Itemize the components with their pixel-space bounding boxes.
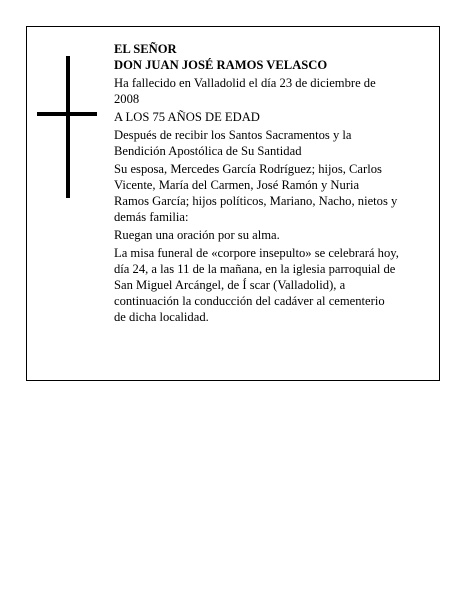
funeral-details — [114, 245, 424, 325]
funeral-line: día 24, a las 11 de la mañana, en la iglesia parroquial de — [114, 262, 396, 276]
family-statement — [114, 161, 424, 225]
family-line: Ramos García; hijos políticos, Mariano, Nacho, nietos y — [114, 194, 398, 208]
age-statement — [114, 109, 424, 125]
sacraments-line: Después de recibir los Santos Sacramentos y la — [114, 128, 352, 142]
obituary-notice — [26, 26, 440, 381]
funeral-line: La misa funeral de «corpore insepulto» se celebrará hoy, — [114, 246, 399, 260]
cross-horizontal-bar — [37, 112, 97, 116]
sacraments-line: Bendición Apostólica de Su Santidad — [114, 144, 302, 158]
sacraments-statement — [114, 127, 424, 159]
age-line: A LOS 75 AÑOS DE EDAD — [114, 110, 260, 124]
death-line: 2008 — [114, 92, 140, 106]
title-block — [114, 41, 424, 73]
prayer-request — [114, 227, 424, 243]
death-line: Ha fallecido en Valladolid el día 23 de diciembre de — [114, 76, 376, 90]
funeral-line: continuación la conducción del cadáver al cementerio — [114, 294, 385, 308]
prayer-line: Ruegan una oración por su alma. — [114, 228, 280, 242]
family-line: Vicente, María del Carmen, José Ramón y Nuria — [114, 178, 360, 192]
deceased-name: DON JUAN JOSÉ RAMOS VELASCO — [114, 58, 328, 72]
death-statement — [114, 75, 424, 107]
deceased-title: EL SEÑOR — [114, 42, 177, 56]
obituary-text — [114, 41, 424, 327]
cross-icon — [37, 56, 97, 198]
family-line: Su esposa, Mercedes García Rodríguez; hijos, Carlos — [114, 162, 382, 176]
cross-vertical-bar — [66, 56, 70, 198]
funeral-line: San Miguel Arcángel, de Í scar (Valladolid), a — [114, 278, 346, 292]
family-line: demás familia: — [114, 210, 189, 224]
funeral-line: de dicha localidad. — [114, 310, 209, 324]
